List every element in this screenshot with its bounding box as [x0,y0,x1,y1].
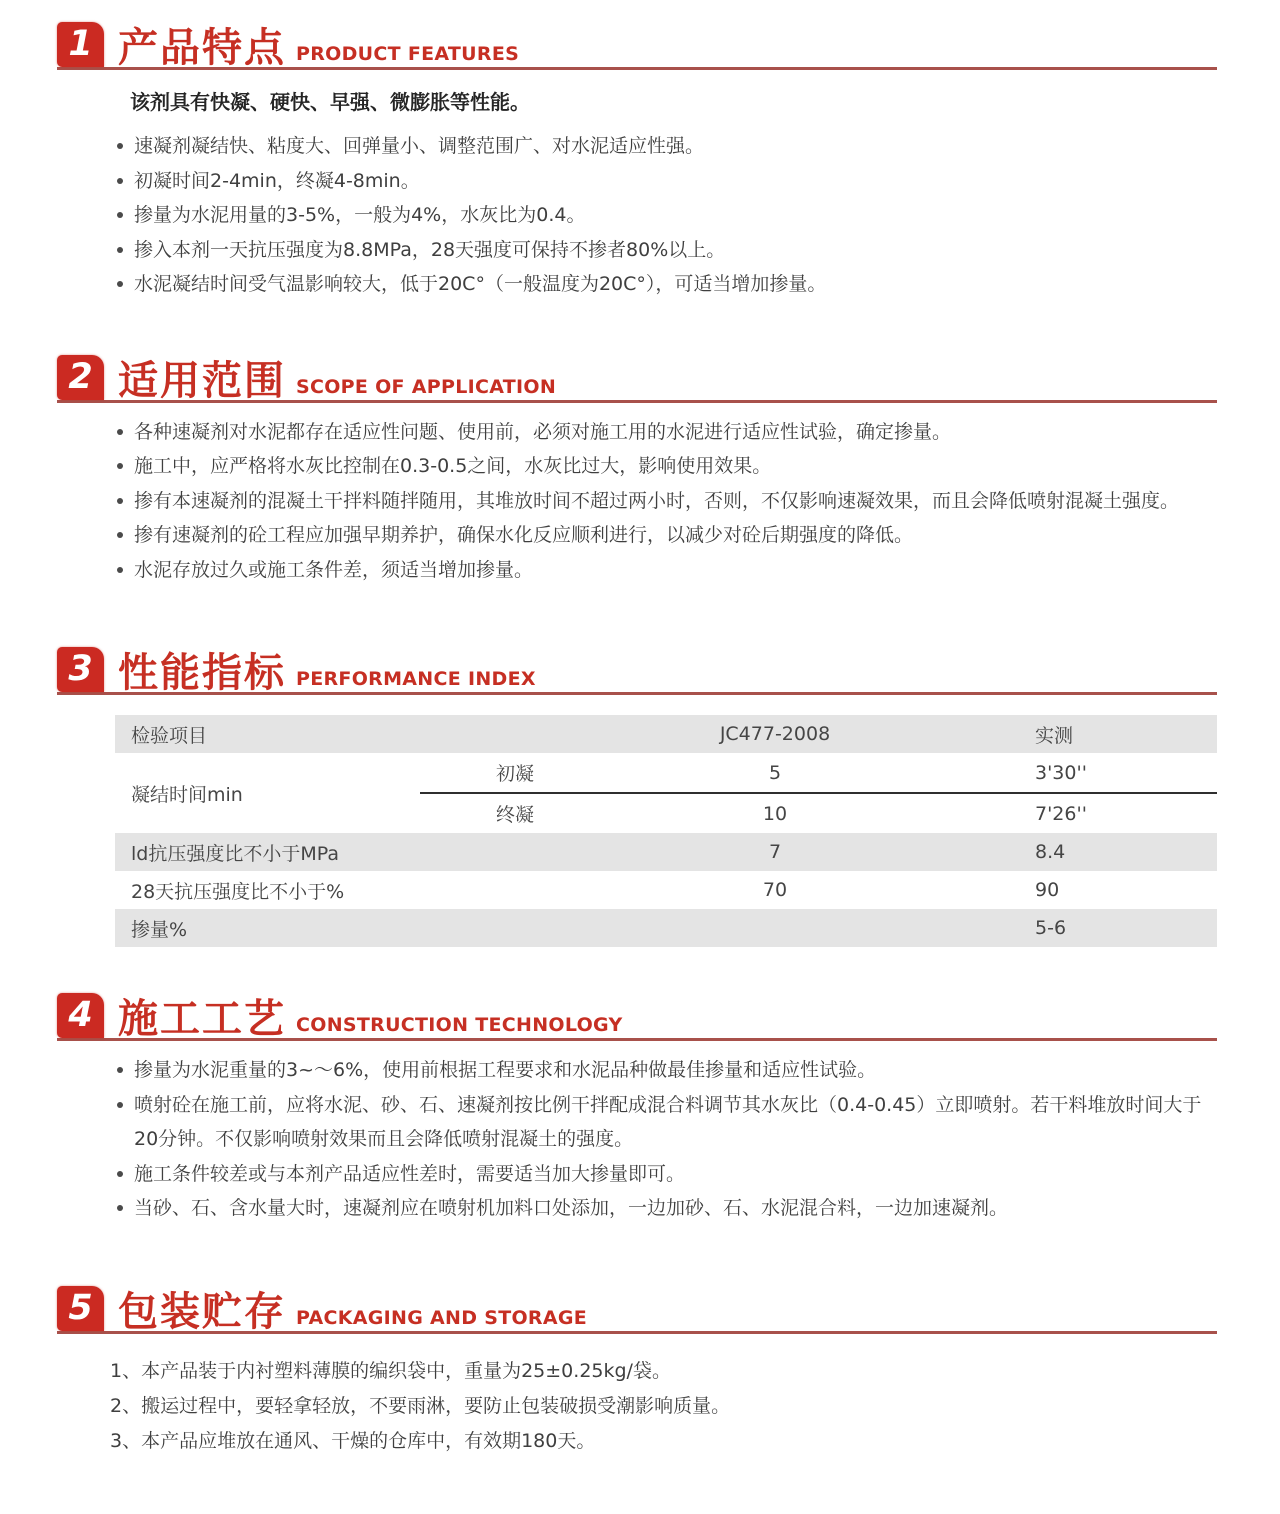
dosage-measured: 5-6 [1035,917,1067,939]
28d-strength-label: 28天抗压强度比不小于% [131,880,345,903]
performance-table [115,715,1217,947]
initial-setting-label: 初凝 [420,753,610,793]
1d-strength-label: ld抗压强度比不小于MPa [131,842,339,865]
bullet-list-2 [115,415,1217,588]
list-item: 初凝时间2-4min，终凝4-8min。 [115,164,1217,199]
section-construction-technology [57,993,1217,1226]
numbered-list-5 [110,1354,1217,1459]
section-number: 5 [68,1287,93,1328]
bullet-list-1 [115,129,1217,302]
section-header-4 [57,993,1217,1041]
dosage-standard [610,909,940,947]
list-item: 2、搬运过程中，要轻拿轻放，不要雨淋，要防止包装破损受潮影响质量。 [110,1394,731,1417]
dosage-label: 掺量% [131,918,188,941]
section-header-3 [57,647,1217,695]
list-item: 掺量为水泥重量的3~～6%，使用前根据工程要求和水泥品种做最佳掺量和适应性试验。 [115,1053,1217,1088]
section-number: 4 [68,995,93,1035]
section-title-cn-1: 产品特点 [118,25,286,71]
list-item: 掺量为水泥用量的3-5%，一般为4%，水灰比为0.4。 [115,198,1217,233]
list-item: 速凝剂凝结快、粘度大、回弹量小、调整范围广、对水泥适应性强。 [115,129,1217,164]
section-number-badge-3 [57,647,104,692]
table-header-row [115,715,1217,753]
section-number: 3 [68,649,93,689]
intro-line: 该剂具有快凝、硬快、早强、微膨胀等性能。 [130,90,530,114]
setting-time-label: 凝结时间min [131,783,243,806]
list-item: 水泥存放过久或施工条件差，须适当增加掺量。 [115,553,1217,588]
section-number: 2 [68,356,93,397]
section-title-en-5: PACKAGING AND STORAGE [296,1306,588,1329]
section-scope-of-application [57,355,1217,588]
list-item: 喷射砼在施工前，应将水泥、砂、石、速凝剂按比例干拌配成混合料调节其水灰比（0.4-0.45）立即喷射。若干料堆放时间大于20分钟。不仅影响喷射效果而且会降低喷射混凝土的强度。 [115,1088,1217,1157]
table-row-dosage [115,909,1217,947]
table-header-standard: JC477-2008 [719,723,831,745]
section-title-en-3: PERFORMANCE INDEX [296,668,536,690]
list-item: 各种速凝剂对水泥都存在适应性问题、使用前，必须对施工用的水泥进行适应性试验，确定掺量。 [115,415,1217,450]
28d-strength-standard: 70 [762,879,788,901]
1d-strength-standard: 7 [768,841,782,863]
section-packaging-and-storage [57,1286,1217,1459]
bullet-list-4 [115,1053,1217,1226]
table-header-spacer [420,715,610,753]
list-item: 3、本产品应堆放在通风、干燥的仓库中，有效期180天。 [110,1429,596,1452]
section-title-cn-4: 施工工艺 [118,996,286,1042]
section-title-cn-2: 适用范围 [118,357,286,404]
section-title-en-1: PRODUCT FEATURES [296,43,520,65]
initial-setting-measured: 3'30'' [940,753,1217,793]
section-title-en-2: SCOPE OF APPLICATION [296,375,557,398]
section-title-en-4: CONSTRUCTION TECHNOLOGY [296,1014,623,1036]
final-setting-measured: 7'26'' [1035,802,1087,825]
section-title-cn-3: 性能指标 [118,650,286,696]
section-performance-index [57,647,1217,947]
final-setting-standard: 10 [762,802,788,825]
list-item: 掺有速凝剂的砼工程应加强早期养护，确保水化反应顺利进行，以减少对砼后期强度的降低。 [115,518,1217,553]
list-item: 水泥凝结时间受气温影响较大，低于20C°（一般温度为20C°），可适当增加掺量。 [115,267,1217,302]
section-number-badge-5 [57,1286,104,1331]
table-row-1d-strength [115,833,1217,871]
section-number: 1 [68,24,93,64]
list-item: 施工中，应严格将水灰比控制在0.3-0.5之间，水灰比过大，影响使用效果。 [115,449,1217,484]
initial-setting-standard: 5 [610,753,940,793]
list-item: 掺有本速凝剂的混凝土干拌料随拌随用，其堆放时间不超过两小时，否则，不仅影响速凝效果，而且会降低喷射混凝土强度。 [115,484,1217,519]
table-row-28d-strength [115,871,1217,909]
table-header-item: 检验项目 [131,724,208,747]
1d-strength-measured: 8.4 [1035,841,1066,863]
section-header-5 [57,1286,1217,1334]
table-header-measured: 实测 [1035,724,1074,747]
list-item: 1、本产品装于内衬塑料薄膜的编织袋中，重量为25±0.25kg/袋。 [110,1359,671,1382]
28d-strength-measured: 90 [1035,879,1060,901]
list-item: 施工条件较差或与本剂产品适应性差时，需要适当加大掺量即可。 [115,1157,1217,1192]
section-header-2 [57,355,1217,403]
section-number-badge-4 [57,993,104,1038]
section-product-features [57,22,1217,302]
section-number-badge-1 [57,22,104,67]
section-number-badge-2 [57,355,104,400]
list-item: 掺入本剂一天抗压强度为8.8MPa，28天强度可保持不掺者80%以上。 [115,233,1217,268]
section-header-1 [57,22,1217,70]
final-setting-label: 终凝 [495,804,534,826]
table-row-initial-setting [115,753,1217,793]
section-title-cn-5: 包装贮存 [118,1288,286,1335]
list-item: 当砂、石、含水量大时，速凝剂应在喷射机加料口处添加，一边加砂、石、水泥混合料，一边加速凝剂。 [115,1191,1217,1226]
